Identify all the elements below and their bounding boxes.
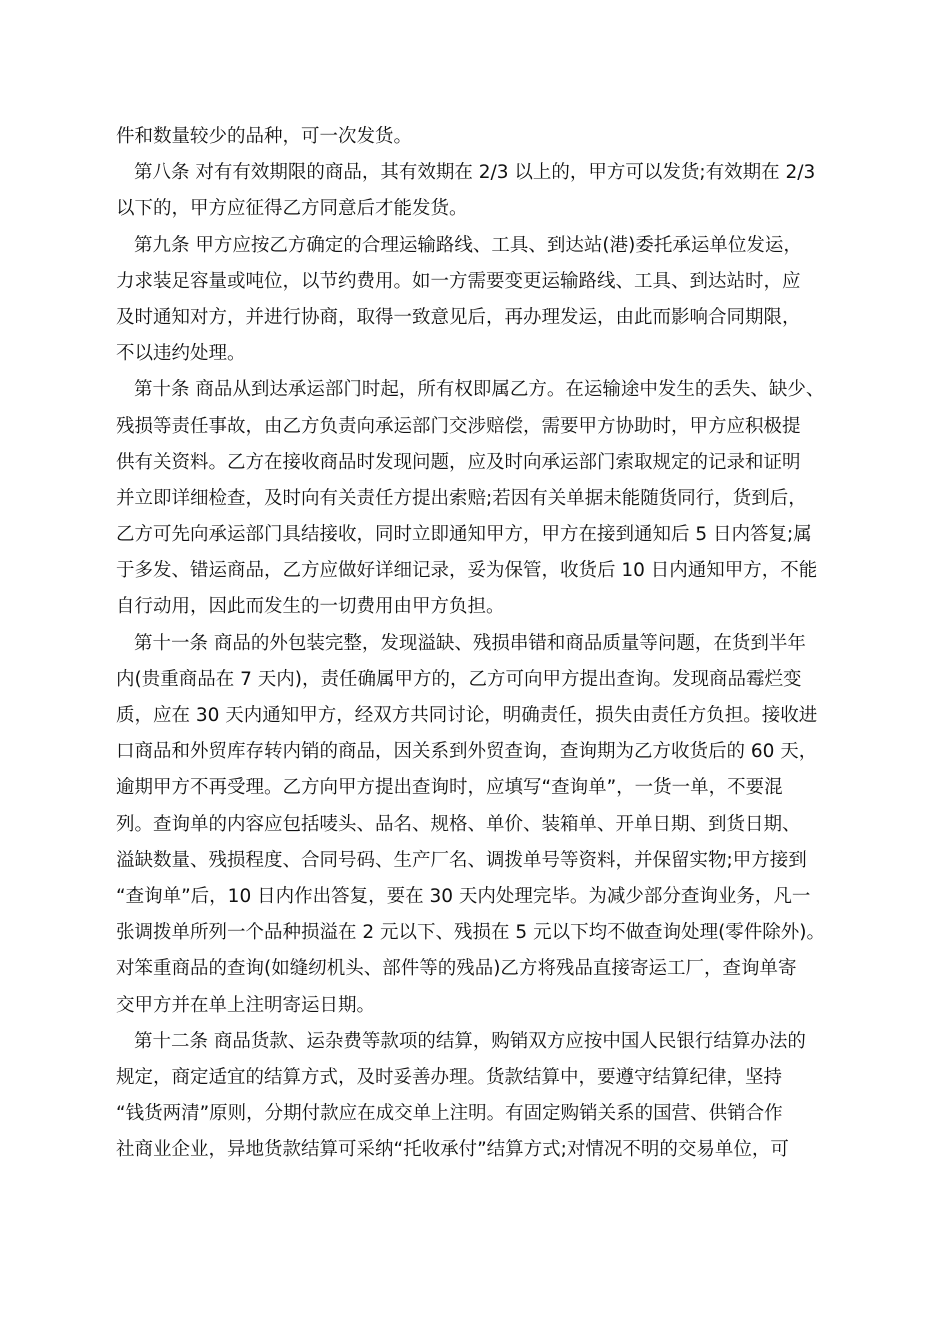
text-line: 自行动用，因此而发生的一切费用由甲方负担。 bbox=[116, 596, 505, 618]
text-line: 张调拨单所列一个品种损溢在 2 元以下、残损在 5 元以下均不做查询处理(零件除外)。 bbox=[116, 922, 826, 944]
text-line: 口商品和外贸库存转内销的商品，因关系到外贸查询，查询期为乙方收货后的 60 天， bbox=[116, 741, 818, 763]
text-line: 规定，商定适宜的结算方式，及时妥善办理。货款结算中，要遵守结算纪律，坚持 bbox=[116, 1066, 783, 1088]
text-line: 于多发、错运商品，乙方应做好详细记录，妥为保管，收货后 10 日内通知甲方，不能 bbox=[116, 560, 818, 582]
text-line: 溢缺数量、残损程度、合同号码、生产厂名、调拨单号等资料，并保留实物;甲方接到 bbox=[116, 849, 807, 871]
text-line: 乙方可先向承运部门具结接收，同时立即通知甲方，甲方在接到通知后 5 日内答复;属 bbox=[116, 524, 812, 546]
text-line: 内(贵重商品在 7 天内)，责任确属甲方的，乙方可向甲方提出查询。发现商品霉烂变 bbox=[116, 668, 802, 690]
text-line: 社商业企业，异地货款结算可采纳“托收承付”结算方式;对情况不明的交易单位，可 bbox=[116, 1139, 789, 1161]
clause-12-heading-line: 第十二条 商品货款、运杂费等款项的结算，购销双方应按中国人民银行结算办法的 bbox=[134, 1030, 806, 1052]
text-line: 件和数量较少的品种，可一次发货。 bbox=[116, 126, 413, 147]
clause-8-heading-line: 第八条 对有有效期限的商品，其有效期在 2/3 以上的，甲方可以发货;有效期在 2/3 bbox=[134, 162, 816, 184]
text-line: 残损等责任事故，由乙方负责向承运部门交涉赔偿，需要甲方协助时，甲方应积极提 bbox=[116, 415, 801, 437]
text-line: 交甲方并在单上注明寄运日期。 bbox=[116, 994, 376, 1016]
text-line: 逾期甲方不再受理。乙方向甲方提出查询时，应填写“查询单”，一货一单，不要混 bbox=[116, 777, 783, 799]
text-line: 并立即详细检查，及时向有关责任方提出索赔;若因有关单据未能随货同行，货到后， bbox=[116, 487, 807, 509]
clause-9-heading-line: 第九条 甲方应按乙方确定的合理运输路线、工具、到达站(港)委托承运单位发运， bbox=[134, 234, 802, 256]
text-line: 不以违约处理。 bbox=[116, 343, 246, 365]
text-line: 力求装足容量或吨位，以节约费用。如一方需要变更运输路线、工具、到达站时，应 bbox=[116, 270, 801, 292]
clause-10-heading-line: 第十条 商品从到达承运部门时起，所有权即属乙方。在运输途中发生的丢失、缺少、 bbox=[134, 379, 825, 401]
text-line: 供有关资料。乙方在接收商品时发现问题，应及时向承运部门索取规定的记录和证明 bbox=[116, 451, 801, 473]
text-line: 以下的，甲方应征得乙方同意后才能发货。 bbox=[116, 198, 468, 220]
text-line: “查询单”后，10 日内作出答复，要在 30 天内处理完毕。为减少部分查询业务，凡一 bbox=[116, 885, 811, 907]
clause-11-heading-line: 第十一条 商品的外包装完整，发现溢缺、残损串错和商品质量等问题，在货到半年 bbox=[134, 632, 806, 654]
contract-text-body bbox=[116, 119, 846, 1168]
text-line: 列。查询单的内容应包括唛头、品名、规格、单价、装箱单、开单日期、到货日期、 bbox=[116, 813, 801, 835]
text-line: “钱货两清”原则，分期付款应在成交单上注明。有固定购销关系的国营、供销合作 bbox=[116, 1103, 783, 1125]
text-line: 及时通知对方，并进行协商，取得一致意见后，再办理发运，由此而影响合同期限， bbox=[116, 306, 801, 328]
text-line: 质，应在 30 天内通知甲方，经双方共同讨论，明确责任，损失由责任方负担。接收进 bbox=[116, 705, 818, 726]
text-line: 对笨重商品的查询(如缝纫机头、部件等的残品)乙方将残品直接寄运工厂，查询单寄 bbox=[116, 958, 797, 980]
